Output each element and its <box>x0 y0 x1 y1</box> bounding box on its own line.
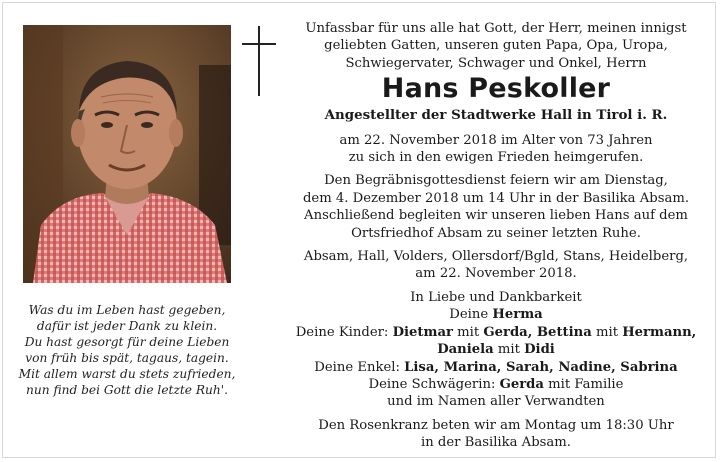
quote-line: dafür ist jeder Dank zu klein. <box>36 319 218 333</box>
quote-line: Mit allem warst du stets zufrieden, <box>18 367 236 381</box>
quote-line: Du hast gesorgt für deine Lieben <box>24 335 230 349</box>
deceased-title: Angestellter der Stadtwerke Hall in Tirol i. R. <box>324 107 668 124</box>
death-line: zu sich in den ewigen Frieden heimgerufen. <box>348 150 644 166</box>
notice-text <box>280 20 712 452</box>
funeral-line: Den Begräbnisgottesdienst feiern wir am Dienstag, <box>324 173 668 189</box>
intro-line: geliebten Gatten, unseren guten Papa, Opa, Uropa, <box>324 38 668 54</box>
portrait-photo <box>23 25 231 283</box>
quote-line: von früh bis spät, tagaus, tagein. <box>25 351 229 365</box>
rosary-line: Den Rosenkranz beten wir am Montag um 18:30 Uhr <box>318 417 674 433</box>
family-children-cont: Daniela mit Didi <box>437 342 555 358</box>
quote-line: Was du im Leben hast gegeben, <box>28 303 226 317</box>
family-children: Deine Kinder: Dietmar mit Gerda, Bettina mit Hermann, <box>295 324 697 340</box>
intro-line: Schwiegervater, Schwager und Onkel, Herrn <box>345 55 647 71</box>
family-wife: Deine Herma <box>449 307 543 323</box>
place-line: Absam, Hall, Volders, Ollersdorf/Bgld, Stans, Heidelberg, <box>303 249 689 265</box>
deceased-name: Hans Peskoller <box>381 73 611 105</box>
date-line: am 22. November 2018. <box>415 266 577 282</box>
death-line: am 22. November 2018 im Alter von 73 Jahren <box>339 132 653 148</box>
family-sister-in-law: Deine Schwägerin: Gerda mit Familie <box>368 376 624 392</box>
funeral-line: Ortsfriedhof Absam zu seiner letzten Ruhe. <box>351 225 641 241</box>
family-grandchildren: Deine Enkel: Lisa, Marina, Sarah, Nadine, Sabrina <box>314 359 678 375</box>
memorial-quote <box>16 302 238 398</box>
intro-line: Unfassbar für uns alle hat Gott, der Herr, meinen innigst <box>305 21 687 36</box>
quote-line: nun find bei Gott die letzte Ruh'. <box>26 383 228 397</box>
funeral-line: Anschließend begleiten wir unseren lieben Hans auf dem <box>304 208 688 224</box>
family-relatives: und im Namen aller Verwandten <box>387 394 605 410</box>
funeral-line: dem 4. Dezember 2018 um 14 Uhr in der Basilika Absam. <box>302 190 690 206</box>
cross-icon <box>242 26 276 96</box>
rosary-line: in der Basilika Absam. <box>421 435 571 451</box>
family-intro: In Liebe und Dankbarkeit <box>410 289 582 305</box>
